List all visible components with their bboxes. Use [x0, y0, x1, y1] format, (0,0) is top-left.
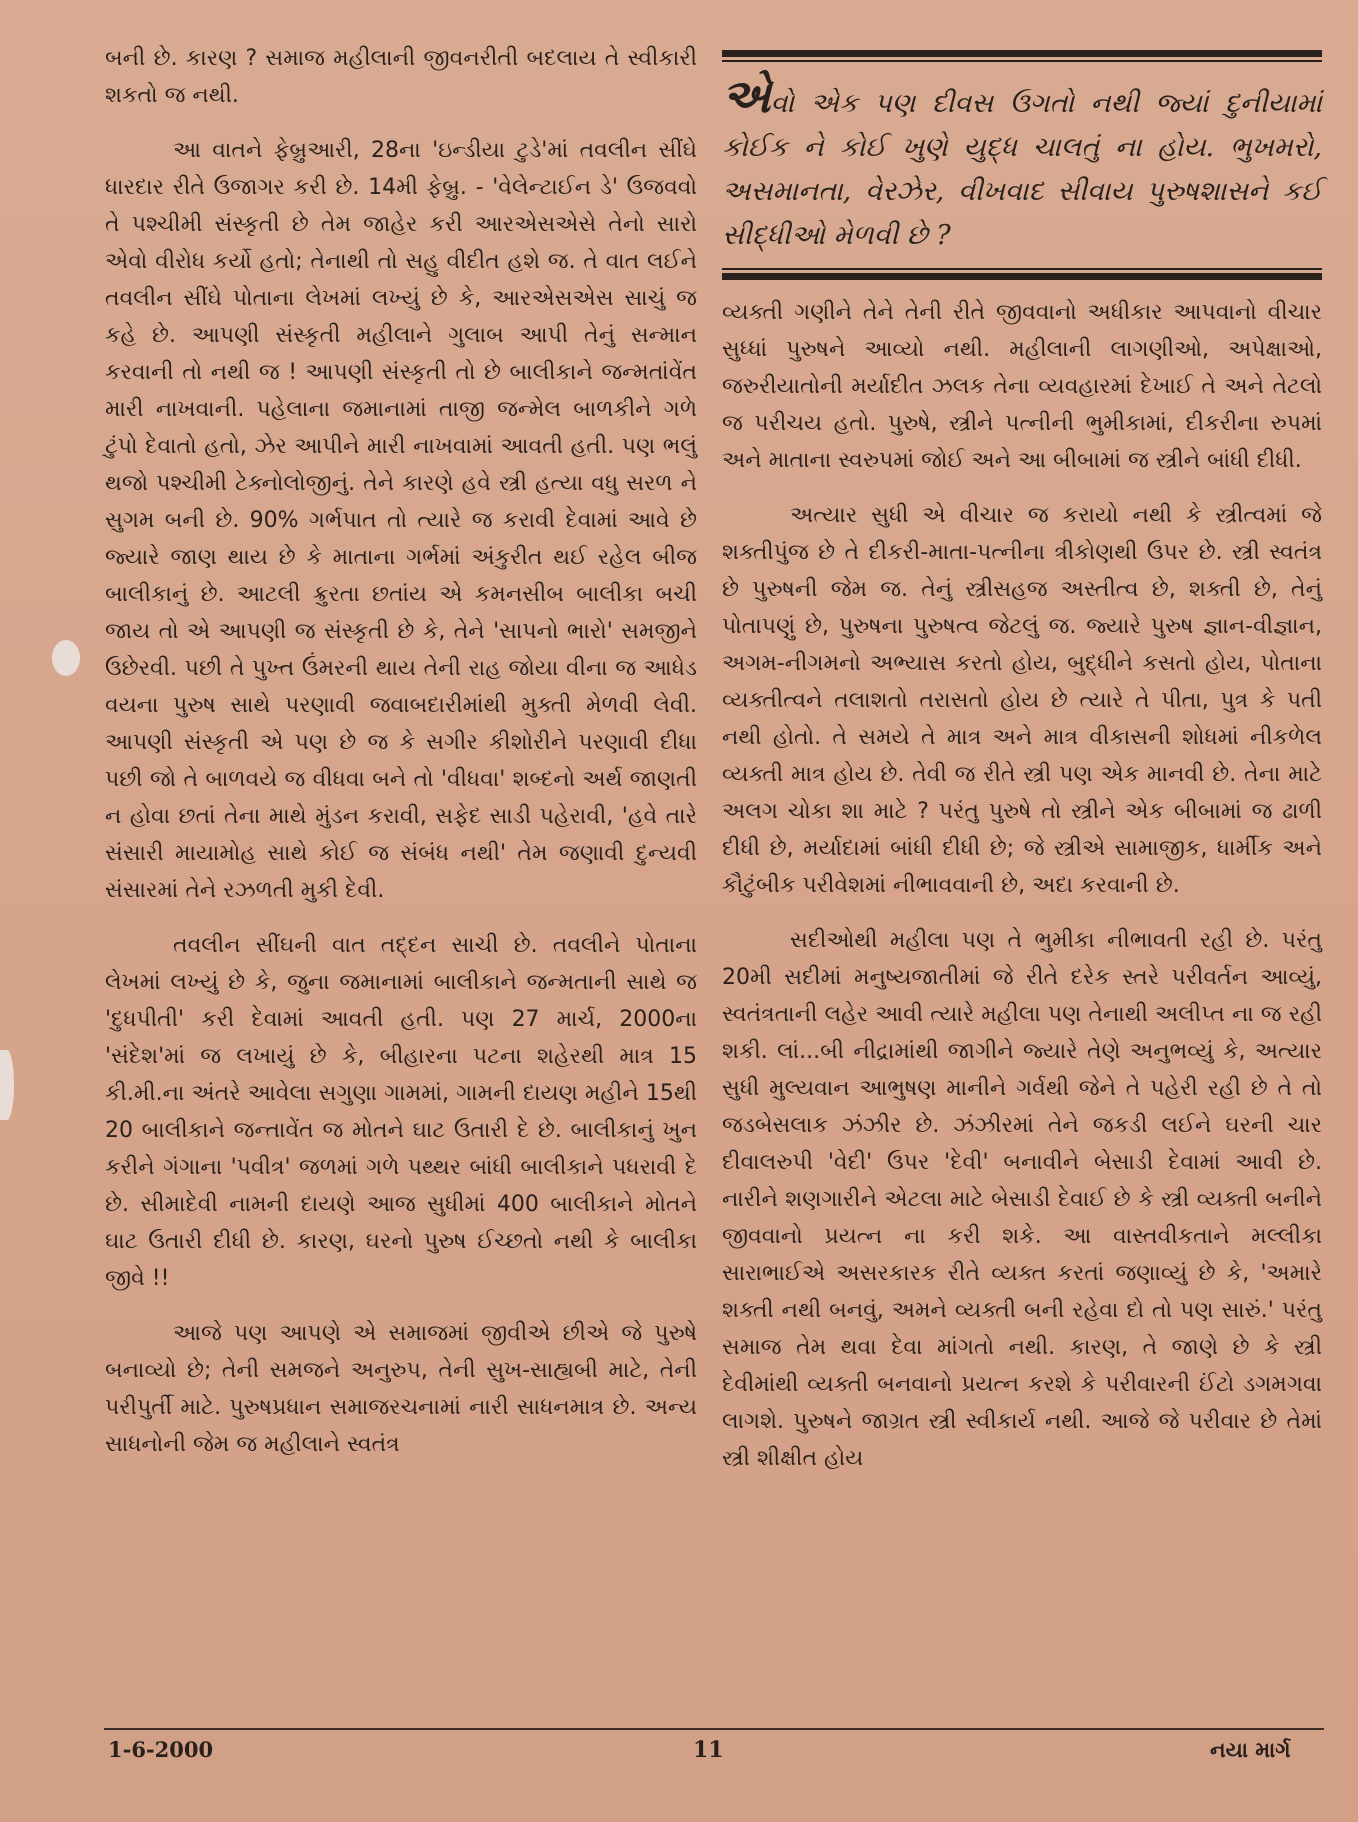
footer-date: 1-6-2000	[108, 1737, 214, 1762]
right-paragraph-2: અત્યાર સુધી એ વીચાર જ કરાયો નથી કે સ્ત્રીત્વમાં જે શક્તીપુંજ છે તે દીકરી-માતા-પત્નીના ત્રીકોણથી ઉપર છે. સ્ત્રી સ્વતંત્ર છે પુરુષની જેમ જ. તેનું સ્ત્રીસહજ અસ્તીત્વ છે, શક્તી છે, તેનું પોતાપણું છે, પુરુષના પુરુષત્વ જેટલું જ. જ્યારે પુરુષ જ્ઞાન-વીજ્ઞાન, અગમ-નીગમનો અભ્યાસ કરતો હોય, બુદ્ધીને કસતો હોય, પોતાના વ્યક્તીત્વને તલાશતો તરાસતો હોય છે ત્યારે તે પીતા, પુત્ર કે પતી નથી હોતો. તે સમયે તે માત્ર અને માત્ર વીકાસની શોધમાં નીકળેલ વ્યક્તી માત્ર હોય છે. તેવી જ રીતે સ્ત્રી પણ એક માનવી છે. તેના માટે અલગ ચોકા શા માટે ? પરંતુ પુરુષે તો સ્ત્રીને એક બીબામાં જ ઢાળી દીધી છે, મર્યાદામાં બાંધી દીધી છે; જે સ્ત્રીએ સામાજીક, ધાર્મીક અને કૌટુંબીક પરીવેશમાં નીભાવવાની છે, અદા કરવાની છે.	[722, 503, 1322, 898]
publication-name: નયા માર્ગ	[1210, 1737, 1291, 1762]
pull-quote-text: વો એક પણ દીવસ ઉગતો નથી જ્યાં દુનીયામાં કોઈક ને કોઈ ખુણે યુદ્ધ ચાલતું ના હોય. ભુખમરો, અસમાનતા, વેરઝેર, વીખવાદ સીવાય પુરુષશાસને કઈ સીદ્ધીઓ મેળવી છે ?	[722, 88, 1322, 251]
pull-quote-bottom-rule-thin	[722, 268, 1322, 270]
pull-quote-bottom-rule	[722, 273, 1322, 280]
pull-quote	[722, 69, 1322, 258]
pull-quote-top-rule	[722, 50, 1322, 57]
paper-hole	[52, 640, 80, 676]
right-paragraph-3: સદીઓથી મહીલા પણ તે ભુમીકા નીભાવતી રહી છે. પરંતુ 20મી સદીમાં મનુષ્યજાતીમાં જે રીતે દરેક સ્તરે પરીવર્તન આવ્યું, સ્વતંત્રતાની લહેર આવી ત્યારે મહીલા પણ તેનાથી અલીપ્ત ના જ રહી શકી. લાં...બી નીદ્રામાંથી જાગીને જ્યારે તેણે અનુભવ્યું કે, અત્યાર સુધી મુલ્યવાન આભુષણ માનીને ગર્વથી જેને તે પહેરી રહી છે તે તો જડબેસલાક ઝંઝીર છે. ઝંઝીરમાં તેને જકડી લઈને ઘરની ચાર દીવાલરુપી 'વેદી' ઉપર 'દેવી' બનાવીને બેસાડી દેવામાં આવી છે. નારીને શણગારીને એટલા માટે બેસાડી દેવાઈ છે કે સ્ત્રી વ્યક્તી બનીને જીવવાનો પ્રયત્ન ના કરી શકે. આ વાસ્તવીકતાને મલ્લીકા સારાભાઈએ અસરકારક રીતે વ્યક્ત કરતાં જણાવ્યું છે કે, 'અમારે શક્તી નથી બનવું, અમને વ્યક્તી બની રહેવા દો તો પણ સારું.' પરંતુ સમાજ તેમ થવા દેવા માંગતો નથી. કારણ, તે જાણે છે કે સ્ત્રી દેવીમાંથી વ્યક્તી બનવાનો પ્રયત્ન કરશે કે પરીવારની ઈંટો ડગમગવા લાગશે. પુરુષને જાગ્રત સ્ત્રી સ્વીકાર્ય નથી. આજે જે પરીવાર છે તેમાં સ્ત્રી શીક્ષીત હોય	[722, 928, 1322, 1471]
pull-quote-top-rule-thin	[722, 60, 1322, 62]
left-column	[105, 40, 697, 1481]
right-paragraph-1: વ્યક્તી ગણીને તેને તેની રીતે જીવવાનો અધીકાર આપવાનો વીચાર સુધ્ધાં પુરુષને આવ્યો નથી. મહીલાની લાગણીઓ, અપેક્ષાઓ, જરુરીયાતોની મર્યાદીત ઝલક તેના વ્યવહારમાં દેખાઈ તે અને તેટલો જ પરીચય હતો. પુરુષે, સ્ત્રીને પત્નીની ભુમીકામાં, દીકરીના રુપમાં અને માતાના સ્વરુપમાં જોઈ અને આ બીબામાં જ સ્ત્રીને બાંધી દીધી.	[722, 300, 1322, 473]
page-number: 11	[693, 1737, 724, 1763]
left-paragraph-2: આ વાતને ફેબ્રુઆરી, 28ના 'ઇન્ડીયા ટુડે'માં તવલીન સીંઘે ધારદાર રીતે ઉજાગર કરી છે. 14મી ફેબ્રુ. - 'વેલેન્ટાઈન ડે' ઉજવવો તે પશ્ચીમી સંસ્કૃતી છે તેમ જાહેર કરી આરએસએસે તેનો સારો એવો વીરોધ કર્યો હતો; તેનાથી તો સહુ વીદીત હશે જ. તે વાત લઈને તવલીન સીંઘે પોતાના લેખમાં લખ્યું છે કે, આરએસએસ સાચું જ કહે છે. આપણી સંસ્કૃતી મહીલાને ગુલાબ આપી તેનું સન્માન કરવાની તો નથી જ ! આપણી સંસ્કૃતી તો છે બાલીકાને જન્મતાંવેંત મારી નાખવાની. પહેલાના જમાનામાં તાજી જન્મેલ બાળકીને ગળે ટુંપો દેવાતો હતો, ઝેર આપીને મારી નાખવામાં આવતી હતી. પણ ભલું થજો પશ્ચીમી ટેક્નોલોજીનું. તેને કારણે હવે સ્ત્રી હત્યા વધુ સરળ ને સુગમ બની છે. 90% ગર્ભપાત તો ત્યારે જ કરાવી દેવામાં આવે છે જ્યારે જાણ થાય છે કે માતાના ગર્ભમાં અંકુરીત થઈ રહેલ બીજ બાલીકાનું છે. આટલી ક્રુરતા છતાંય એ કમનસીબ બાલીકા બચી જાય તો એ આપણી જ સંસ્કૃતી છે કે, તેને 'સાપનો ભારો' સમજીને ઉછેરવી. પછી તે પુખ્ત ઉંમરની થાય તેની રાહ જોયા વીના જ આધેડ વયના પુરુષ સાથે પરણાવી જવાબદારીમાંથી મુક્તી મેળવી લેવી. આપણી સંસ્કૃતી એ પણ છે જ કે સગીર કીશોરીને પરણાવી દીધા પછી જો તે બાળવયે જ વીધવા બને તો 'વીધવા' શબ્દનો અર્થ જાણતી ન હોવા છતાં તેના માથે મુંડન કરાવી, સફેદ સાડી પહેરાવી, 'હવે તારે સંસારી માયામોહ સાથે કોઈ જ સંબંધ નથી' તેમ જણાવી દુન્યવી સંસારમાં તેને રઝળતી મુકી દેવી.	[105, 138, 697, 903]
left-paragraph-4: આજે પણ આપણે એ સમાજમાં જીવીએ છીએ જે પુરુષે બનાવ્યો છે; તેની સમજને અનુરુપ, તેની સુખ-સાહ્યબી માટે, તેની પરીપુર્તી માટે. પુરુષપ્રધાન સમાજરચનામાં નારી સાધનમાત્ર છે. અન્ય સાધનોની જેમ જ મહીલાને સ્વતંત્ર	[105, 1321, 697, 1457]
right-column	[722, 40, 1322, 1495]
paper-tear-edge	[0, 1050, 14, 1120]
footer-rule	[104, 1728, 1324, 1730]
left-paragraph-3: તવલીન સીંઘની વાત તદ્દન સાચી છે. તવલીને પોતાના લેખમાં લખ્યું છે કે, જુના જમાનામાં બાલીકાને જન્મતાની સાથે જ 'દુધપીતી' કરી દેવામાં આવતી હતી. પણ 27 માર્ચ, 2000ના 'સંદેશ'માં જ લખાયું છે કે, બીહારના પટના શહેરથી માત્ર 15 કી.મી.ના અંતરે આવેલા સગુણા ગામમાં, ગામની દાયણ મહીને 15થી 20 બાલીકાને જન્તાવેંત જ મોતને ઘાટ ઉતારી દે છે. બાલીકાનું ખુન કરીને ગંગાના 'પવીત્ર' જળમાં ગળે પથ્થર બાંધી બાલીકાને પધરાવી દે છે. સીમાદેવી નામની દાયણે આજ સુધીમાં 400 બાલીકાને મોતને ઘાટ ઉતારી દીધી છે. કારણ, ઘરનો પુરુષ ઈચ્છતો નથી કે બાલીકા જીવે !!	[105, 933, 697, 1291]
pull-quote-dropcap: એ	[722, 69, 771, 123]
left-paragraph-1: બની છે. કારણ ? સમાજ મહીલાની જીવનરીતી બદલાય તે સ્વીકારી શકતો જ નથી.	[105, 46, 697, 108]
